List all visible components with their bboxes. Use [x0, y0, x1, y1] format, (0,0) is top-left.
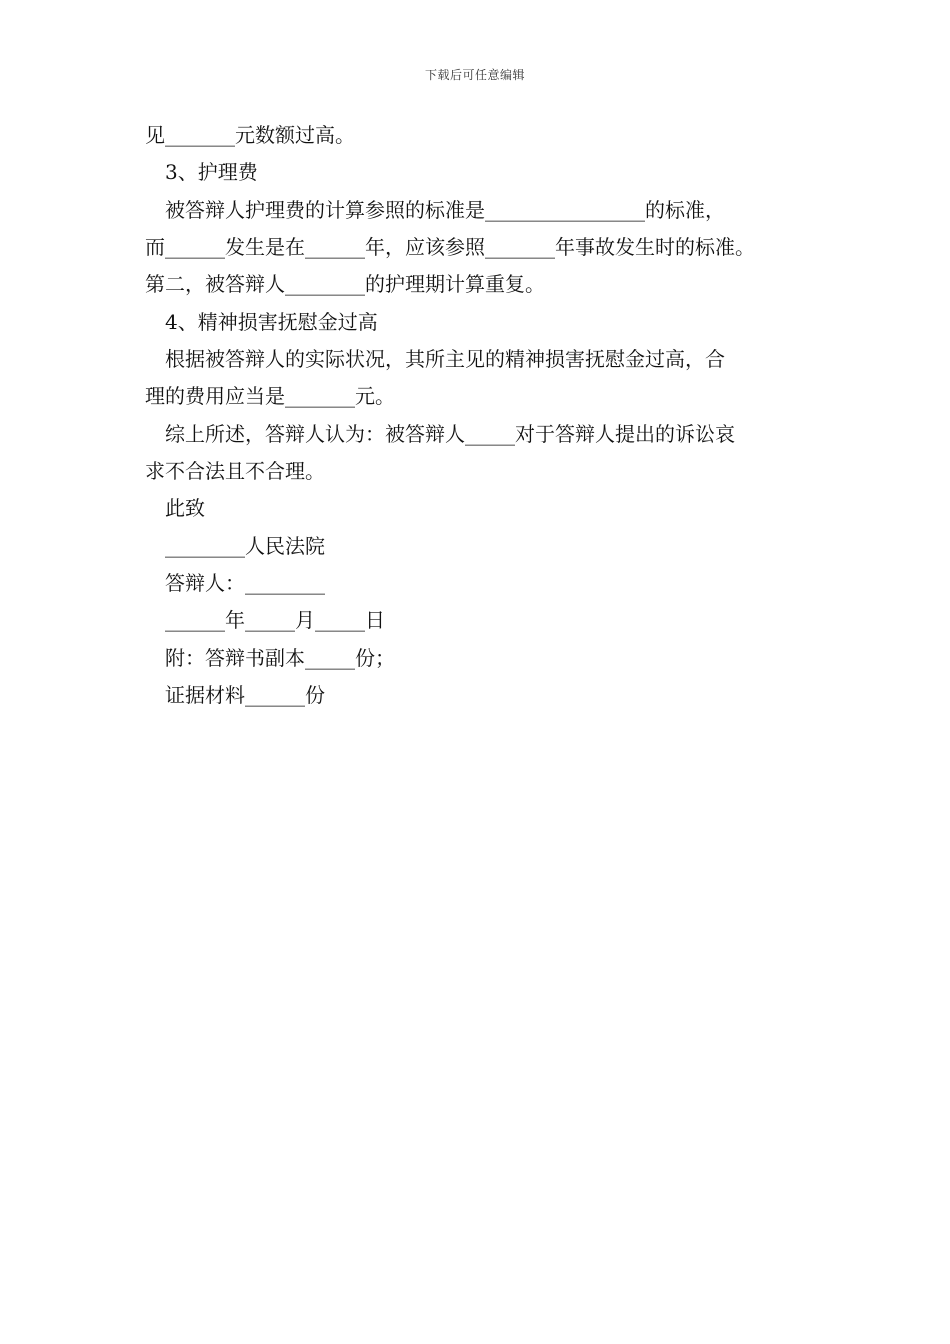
court-addressee: ________人民法院 [165, 534, 325, 558]
attachment-copies: 附：答辩书副本_____份； [165, 646, 395, 670]
page-header: 下载后可任意编辑 [424, 68, 525, 82]
body-line-8: 理的费用应当是_______元。 [145, 384, 395, 408]
salutation: 此致 [165, 496, 205, 520]
body-line-7: 根据被答辩人的实际状况，其所主见的精神损害抚慰金过高，合 [165, 347, 725, 371]
body-line-9: 综上所述，答辩人认为：被答辩人_____对于答辩人提出的诉讼哀 [165, 422, 735, 446]
respondent-signature: 答辩人：________ [165, 571, 325, 595]
body-line-4: 而______发生是在______年，应该参照_______年事故发生时的标准。 [145, 235, 755, 259]
section-heading-mental-damage: 4、精神损害抚慰金过高 [165, 310, 378, 334]
body-line-1: 见_______元数额过高。 [145, 123, 355, 147]
body-line-5: 第二，被答辩人________的护理期计算重复。 [145, 272, 545, 296]
body-line-10: 求不合法且不合理。 [145, 459, 325, 483]
attachment-evidence: 证据材料______份 [165, 683, 325, 707]
body-line-3: 被答辩人护理费的计算参照的标准是________________的标准， [165, 198, 725, 222]
section-heading-nursing-fee: 3、护理费 [165, 160, 258, 184]
date-line: ______年_____月_____日 [165, 608, 385, 632]
